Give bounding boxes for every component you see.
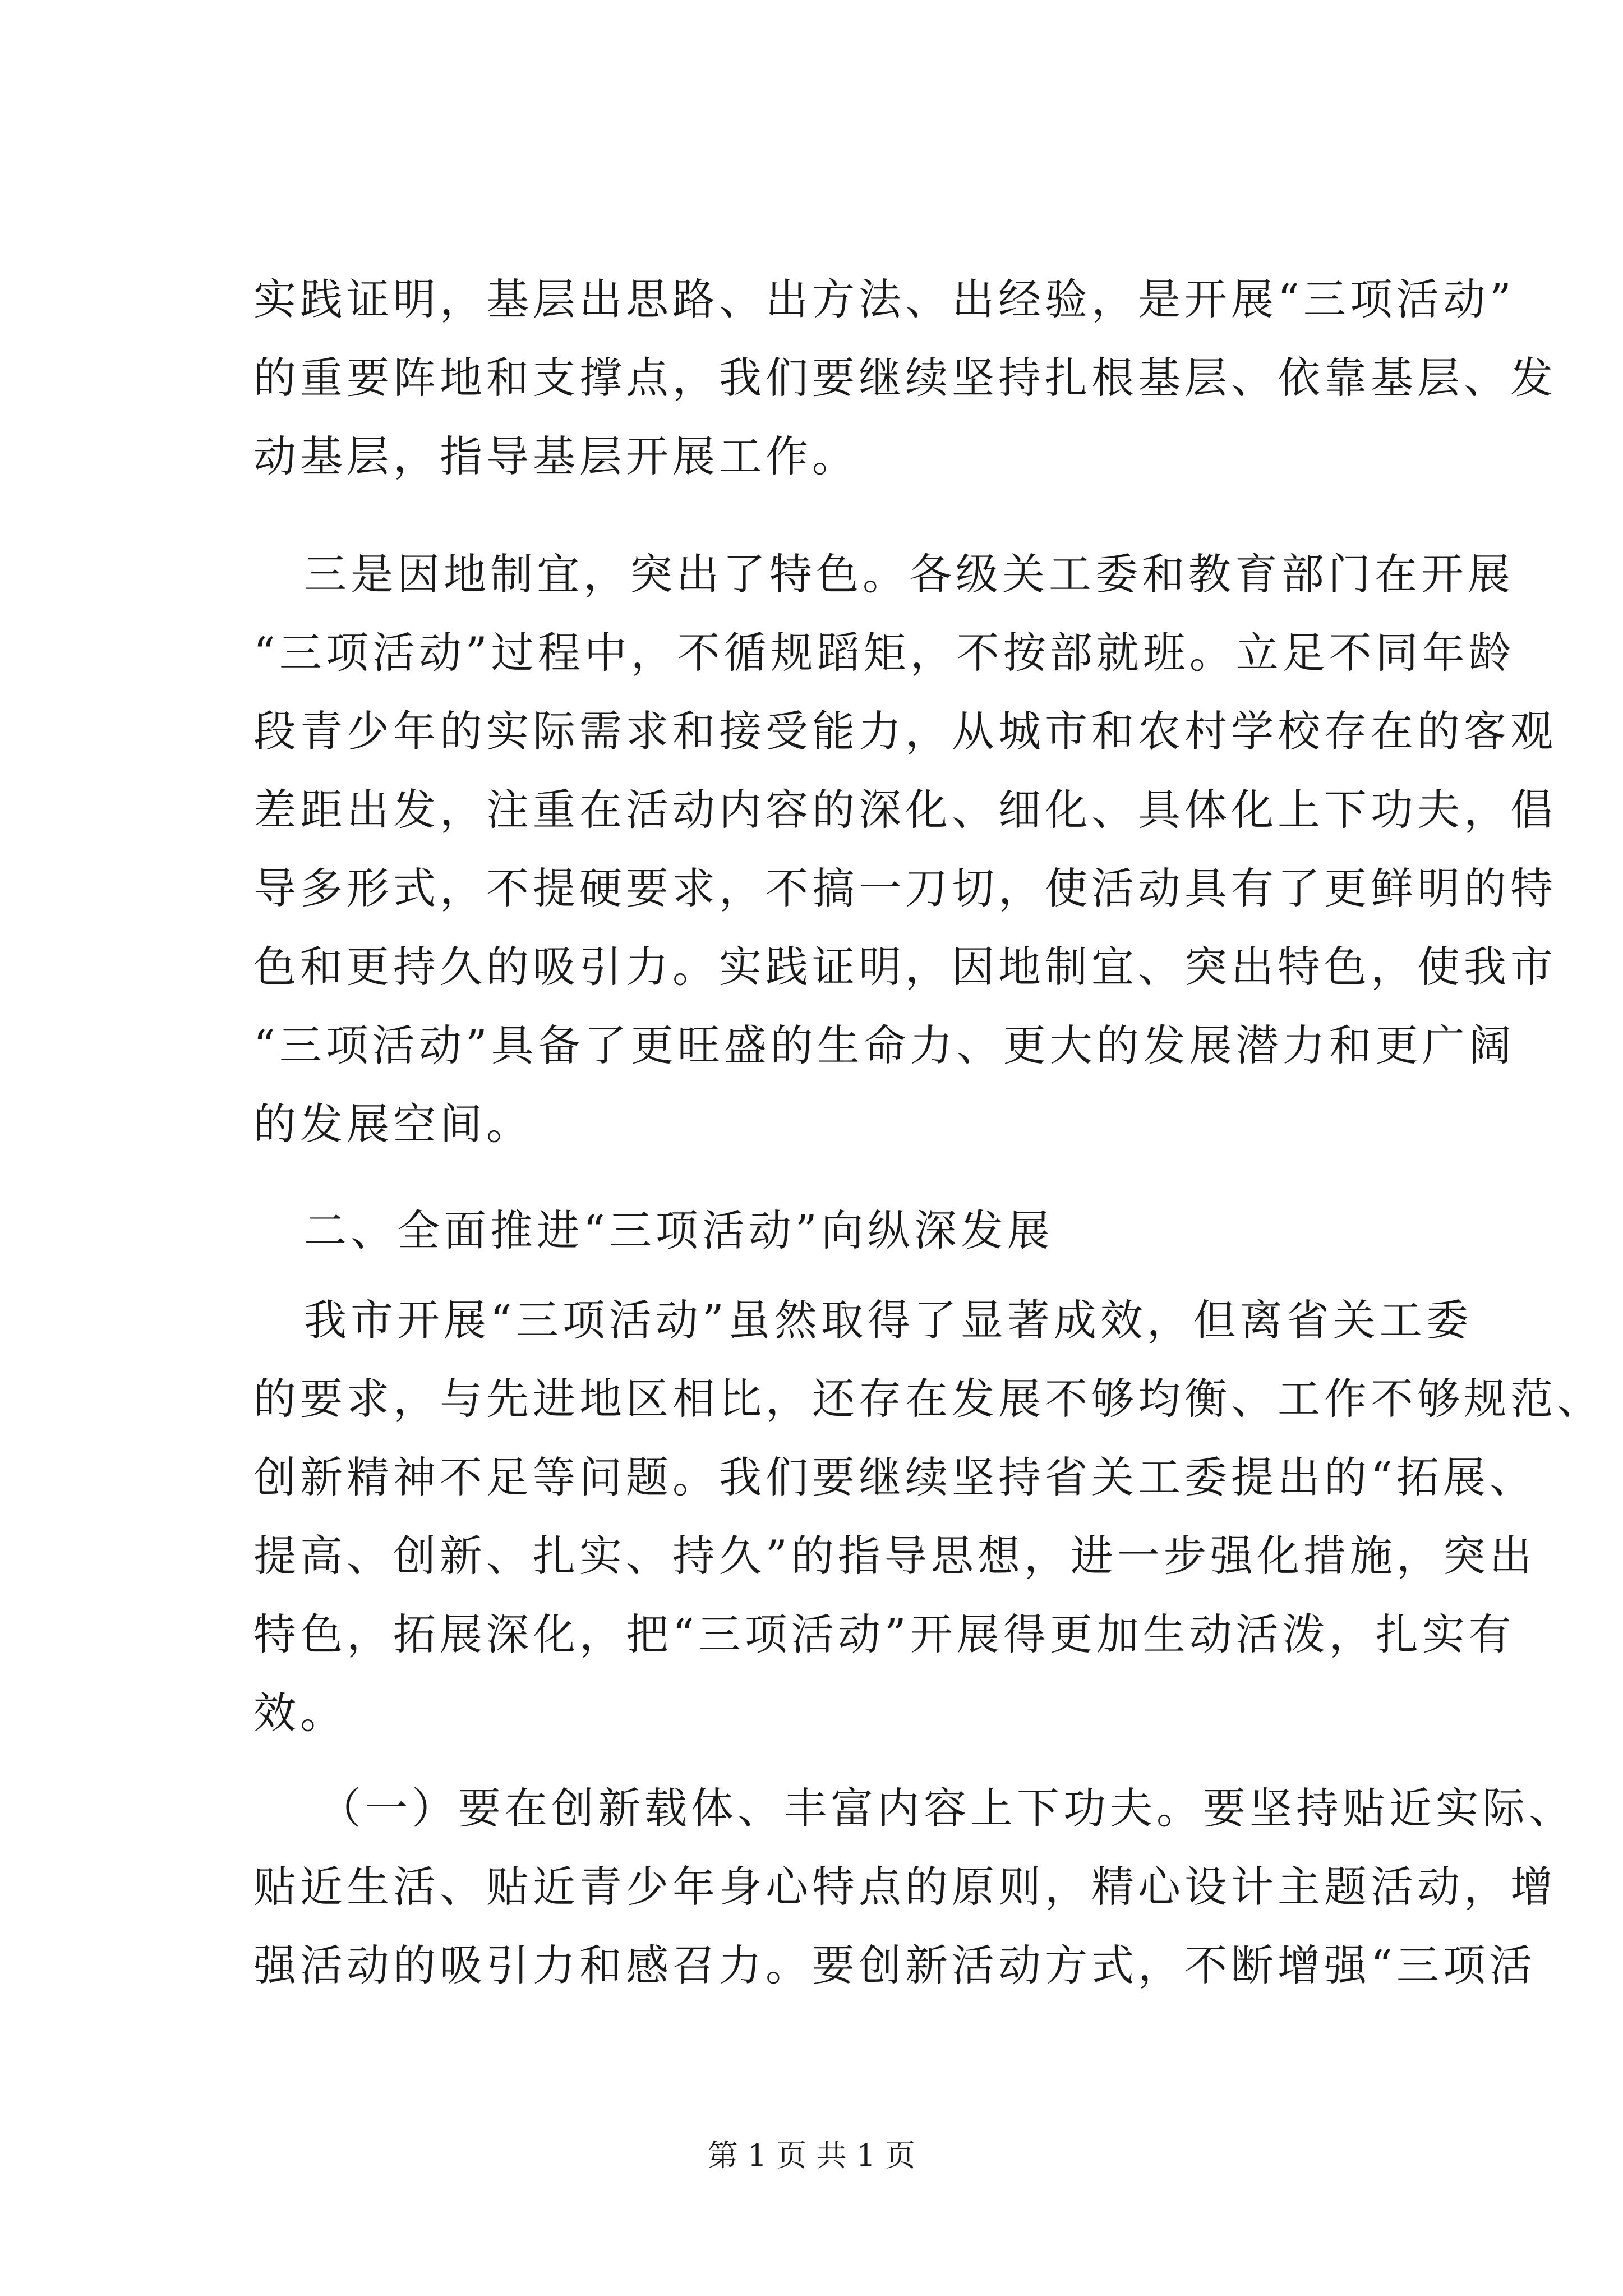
text-line: 三是因地制宜，突出了特色。各级关工委和教育部门在开展 (304, 549, 1514, 599)
text-line: 效。 (253, 1688, 347, 1738)
text-line: 的重要阵地和支撑点，我们要继续坚持扎根基层、依靠基层、发 (253, 353, 1557, 403)
text-line: “三项活动”具备了更旺盛的生命力、更大的发展潜力和更广阔 (253, 1020, 1515, 1070)
page-number-footer: 第 1 页 共 1 页 (707, 2138, 916, 2173)
text-line: 贴近生活、贴近青少年身心特点的原则，精心设计主题活动，增 (253, 1862, 1557, 1912)
text-line: 提高、创新、扎实、持久”的指导思想，进一步强化措施，突出 (253, 1531, 1536, 1581)
text-line: 差距出发，注重在活动内容的深化、细化、具体化上下功夫，倡 (253, 785, 1557, 835)
text-line: 色和更持久的吸引力。实践证明，因地制宜、突出特色，使我市 (253, 942, 1557, 992)
text-line: 特色，拓展深化，把“三项活动”开展得更加生动活泼，扎实有 (253, 1609, 1515, 1659)
text-line: 我市开展“三项活动”虽然取得了显著成效，但离省关工委 (304, 1295, 1473, 1345)
text-line: 实践证明，基层出思路、出方法、出经验，是开展“三项活动” (253, 274, 1515, 324)
text-line: 创新精神不足等问题。我们要继续坚持省关工委提出的“拓展、 (253, 1452, 1536, 1502)
subsection-heading: （一）要在创新载体、丰富内容上下功夫。要坚持贴近实际、 (319, 1783, 1575, 1833)
text-line: 动基层，指导基层开展工作。 (253, 431, 859, 481)
text-line: 段青少年的实际需求和接受能力，从城市和农村学校存在的客观 (253, 706, 1557, 756)
text-line: 的要求，与先进地区相比，还存在发展不够均衡、工作不够规范、 (253, 1374, 1603, 1424)
text-line: “三项活动”过程中，不循规蹈矩，不按部就班。立足不同年龄 (253, 628, 1515, 678)
section-heading: 二、全面推进“三项活动”向纵深发展 (304, 1205, 1054, 1255)
text-line: 的发展空间。 (253, 1099, 533, 1149)
text-line: 强活动的吸引力和感召力。要创新活动方式，不断增强“三项活 (253, 1940, 1536, 1990)
text-line: 导多形式，不提硬要求，不搞一刀切，使活动具有了更鲜明的特 (253, 863, 1557, 913)
